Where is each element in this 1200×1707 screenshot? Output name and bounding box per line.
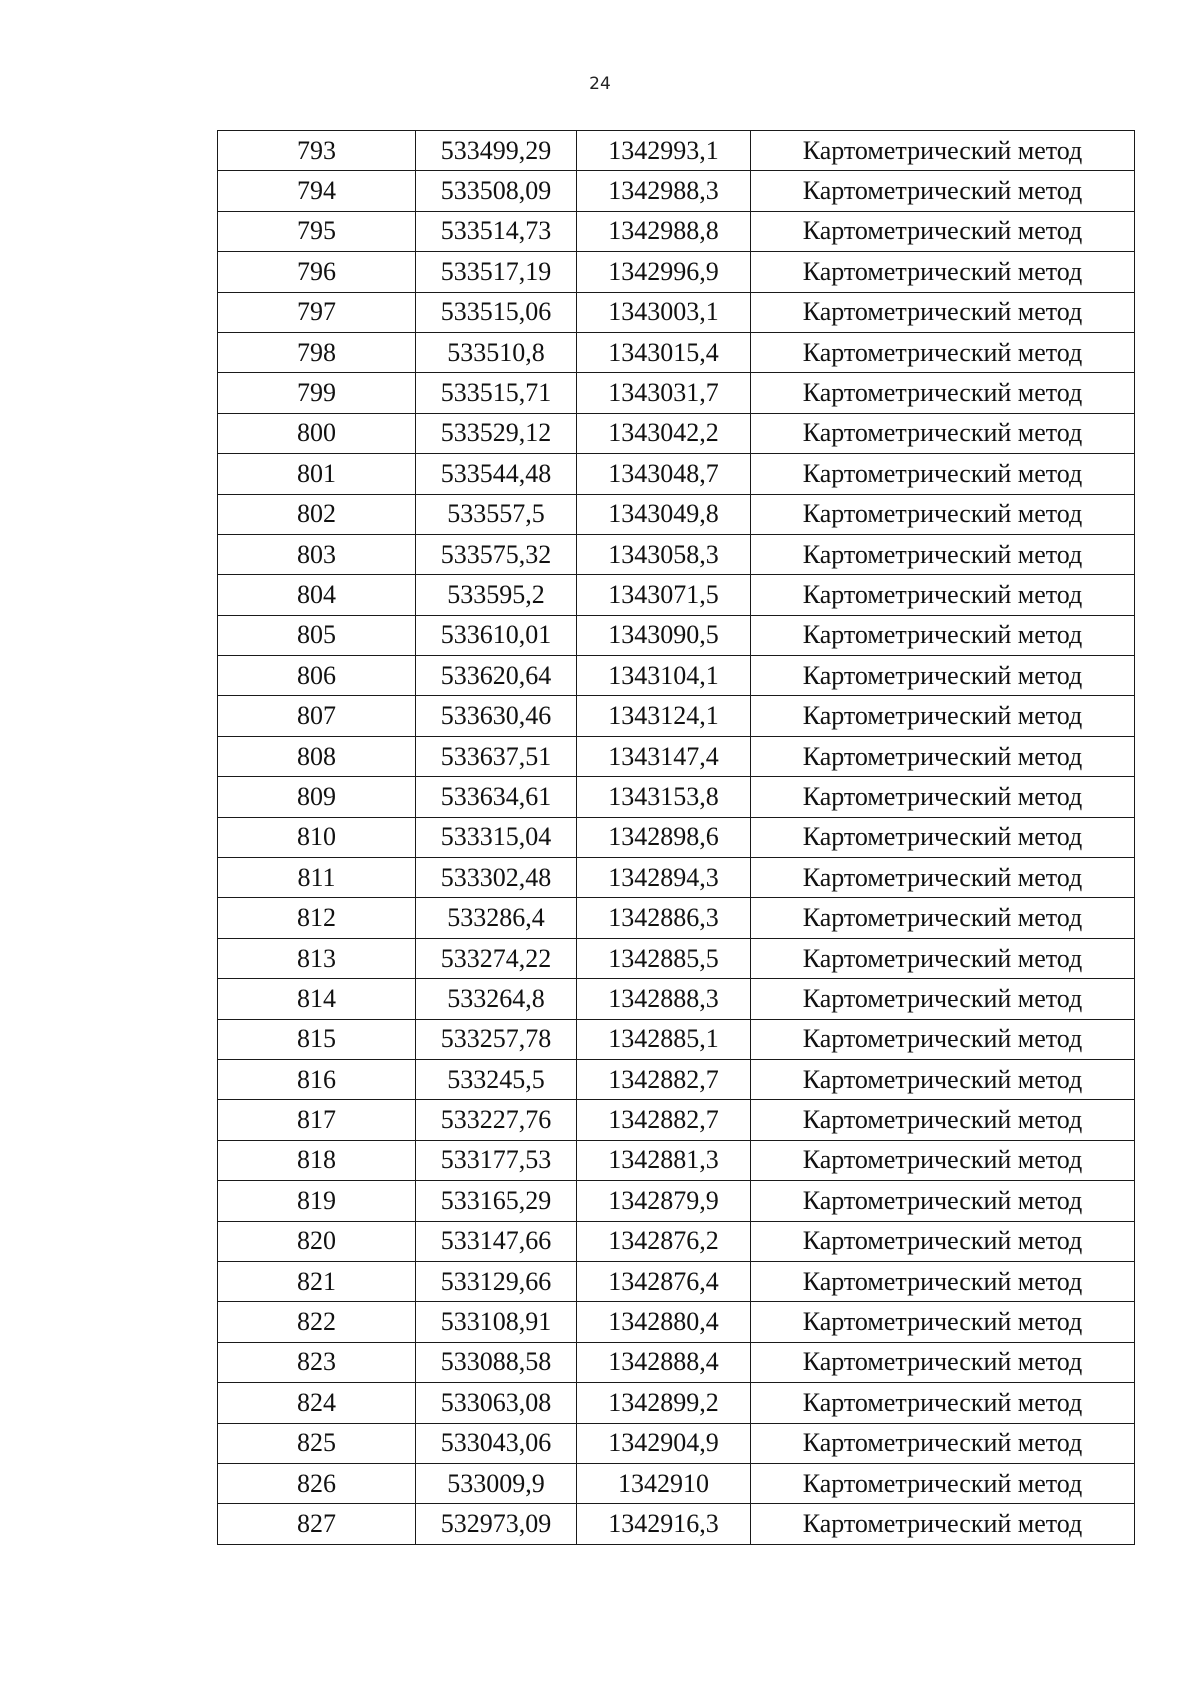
method-cell: Картометрический метод — [751, 332, 1135, 372]
point-number-cell: 807 — [218, 696, 416, 736]
y-coordinate-cell: 1342886,3 — [577, 898, 751, 938]
x-coordinate-cell: 533274,22 — [416, 938, 577, 978]
y-coordinate-cell: 1343153,8 — [577, 777, 751, 817]
table-row — [218, 898, 1135, 938]
page-number: 24 — [589, 74, 611, 94]
x-coordinate-cell: 533257,78 — [416, 1019, 577, 1059]
table-row — [218, 211, 1135, 251]
method-cell: Картометрический метод — [751, 1100, 1135, 1140]
y-coordinate-cell: 1342993,1 — [577, 131, 751, 171]
table-row — [218, 1423, 1135, 1463]
point-number-cell: 801 — [218, 454, 416, 494]
table-row — [218, 938, 1135, 978]
x-coordinate-cell: 533557,5 — [416, 494, 577, 534]
y-coordinate-cell: 1343090,5 — [577, 615, 751, 655]
method-cell: Картометрический метод — [751, 656, 1135, 696]
table-row — [218, 1302, 1135, 1342]
x-coordinate-cell: 533088,58 — [416, 1342, 577, 1382]
method-cell: Картометрический метод — [751, 252, 1135, 292]
x-coordinate-cell: 533165,29 — [416, 1181, 577, 1221]
method-cell: Картометрический метод — [751, 454, 1135, 494]
coordinates-table-body — [218, 131, 1135, 1545]
point-number-cell: 793 — [218, 131, 416, 171]
x-coordinate-cell: 533286,4 — [416, 898, 577, 938]
table-row — [218, 696, 1135, 736]
x-coordinate-cell: 533630,46 — [416, 696, 577, 736]
y-coordinate-cell: 1342988,8 — [577, 211, 751, 251]
table-row — [218, 534, 1135, 574]
point-number-cell: 824 — [218, 1383, 416, 1423]
table-row — [218, 736, 1135, 776]
table-row — [218, 575, 1135, 615]
point-number-cell: 822 — [218, 1302, 416, 1342]
x-coordinate-cell: 533515,71 — [416, 373, 577, 413]
table-row — [218, 615, 1135, 655]
method-cell: Картометрический метод — [751, 1504, 1135, 1544]
x-coordinate-cell: 533009,9 — [416, 1463, 577, 1503]
method-cell: Картометрический метод — [751, 1261, 1135, 1301]
x-coordinate-cell: 533595,2 — [416, 575, 577, 615]
point-number-cell: 823 — [218, 1342, 416, 1382]
x-coordinate-cell: 533264,8 — [416, 979, 577, 1019]
method-cell: Картометрический метод — [751, 817, 1135, 857]
method-cell: Картометрический метод — [751, 696, 1135, 736]
x-coordinate-cell: 533147,66 — [416, 1221, 577, 1261]
y-coordinate-cell: 1342888,3 — [577, 979, 751, 1019]
y-coordinate-cell: 1342916,3 — [577, 1504, 751, 1544]
point-number-cell: 796 — [218, 252, 416, 292]
y-coordinate-cell: 1343031,7 — [577, 373, 751, 413]
table-row — [218, 1463, 1135, 1503]
method-cell: Картометрический метод — [751, 292, 1135, 332]
y-coordinate-cell: 1342876,2 — [577, 1221, 751, 1261]
y-coordinate-cell: 1342898,6 — [577, 817, 751, 857]
method-cell: Картометрический метод — [751, 534, 1135, 574]
y-coordinate-cell: 1342876,4 — [577, 1261, 751, 1301]
point-number-cell: 825 — [218, 1423, 416, 1463]
y-coordinate-cell: 1343147,4 — [577, 736, 751, 776]
x-coordinate-cell: 533129,66 — [416, 1261, 577, 1301]
x-coordinate-cell: 533063,08 — [416, 1383, 577, 1423]
method-cell: Картометрический метод — [751, 1221, 1135, 1261]
table-row — [218, 1261, 1135, 1301]
table-row — [218, 171, 1135, 211]
table-row — [218, 494, 1135, 534]
table-row — [218, 656, 1135, 696]
method-cell: Картометрический метод — [751, 1019, 1135, 1059]
method-cell: Картометрический метод — [751, 858, 1135, 898]
method-cell: Картометрический метод — [751, 131, 1135, 171]
x-coordinate-cell: 533499,29 — [416, 131, 577, 171]
method-cell: Картометрический метод — [751, 938, 1135, 978]
method-cell: Картометрический метод — [751, 736, 1135, 776]
y-coordinate-cell: 1342881,3 — [577, 1140, 751, 1180]
x-coordinate-cell: 533637,51 — [416, 736, 577, 776]
point-number-cell: 817 — [218, 1100, 416, 1140]
table-row — [218, 1504, 1135, 1544]
x-coordinate-cell: 533515,06 — [416, 292, 577, 332]
table-row — [218, 332, 1135, 372]
y-coordinate-cell: 1342988,3 — [577, 171, 751, 211]
table-row — [218, 1100, 1135, 1140]
y-coordinate-cell: 1342879,9 — [577, 1181, 751, 1221]
method-cell: Картометрический метод — [751, 1383, 1135, 1423]
y-coordinate-cell: 1343049,8 — [577, 494, 751, 534]
point-number-cell: 803 — [218, 534, 416, 574]
coordinates-table — [217, 130, 1135, 1545]
point-number-cell: 804 — [218, 575, 416, 615]
y-coordinate-cell: 1343124,1 — [577, 696, 751, 736]
point-number-cell: 799 — [218, 373, 416, 413]
x-coordinate-cell: 533315,04 — [416, 817, 577, 857]
y-coordinate-cell: 1343058,3 — [577, 534, 751, 574]
method-cell: Картометрический метод — [751, 211, 1135, 251]
table-row — [218, 979, 1135, 1019]
point-number-cell: 794 — [218, 171, 416, 211]
x-coordinate-cell: 533575,32 — [416, 534, 577, 574]
point-number-cell: 811 — [218, 858, 416, 898]
method-cell: Картометрический метод — [751, 777, 1135, 817]
table-row — [218, 777, 1135, 817]
x-coordinate-cell: 533514,73 — [416, 211, 577, 251]
table-row — [218, 1221, 1135, 1261]
point-number-cell: 821 — [218, 1261, 416, 1301]
point-number-cell: 808 — [218, 736, 416, 776]
method-cell: Картометрический метод — [751, 413, 1135, 453]
y-coordinate-cell: 1342899,2 — [577, 1383, 751, 1423]
point-number-cell: 816 — [218, 1059, 416, 1099]
point-number-cell: 800 — [218, 413, 416, 453]
table-row — [218, 252, 1135, 292]
point-number-cell: 806 — [218, 656, 416, 696]
y-coordinate-cell: 1342882,7 — [577, 1059, 751, 1099]
point-number-cell: 812 — [218, 898, 416, 938]
table-row — [218, 413, 1135, 453]
table-row — [218, 1342, 1135, 1382]
method-cell: Картометрический метод — [751, 898, 1135, 938]
point-number-cell: 813 — [218, 938, 416, 978]
method-cell: Картометрический метод — [751, 171, 1135, 211]
x-coordinate-cell: 533302,48 — [416, 858, 577, 898]
method-cell: Картометрический метод — [751, 575, 1135, 615]
table-row — [218, 858, 1135, 898]
method-cell: Картометрический метод — [751, 1302, 1135, 1342]
method-cell: Картометрический метод — [751, 494, 1135, 534]
point-number-cell: 820 — [218, 1221, 416, 1261]
y-coordinate-cell: 1342996,9 — [577, 252, 751, 292]
x-coordinate-cell: 532973,09 — [416, 1504, 577, 1544]
point-number-cell: 815 — [218, 1019, 416, 1059]
x-coordinate-cell: 533227,76 — [416, 1100, 577, 1140]
table-row — [218, 1019, 1135, 1059]
y-coordinate-cell: 1343003,1 — [577, 292, 751, 332]
y-coordinate-cell: 1342885,5 — [577, 938, 751, 978]
x-coordinate-cell: 533510,8 — [416, 332, 577, 372]
point-number-cell: 818 — [218, 1140, 416, 1180]
y-coordinate-cell: 1343042,2 — [577, 413, 751, 453]
point-number-cell: 805 — [218, 615, 416, 655]
x-coordinate-cell: 533544,48 — [416, 454, 577, 494]
y-coordinate-cell: 1343015,4 — [577, 332, 751, 372]
y-coordinate-cell: 1342880,4 — [577, 1302, 751, 1342]
method-cell: Картометрический метод — [751, 979, 1135, 1019]
point-number-cell: 827 — [218, 1504, 416, 1544]
x-coordinate-cell: 533177,53 — [416, 1140, 577, 1180]
method-cell: Картометрический метод — [751, 1140, 1135, 1180]
x-coordinate-cell: 533508,09 — [416, 171, 577, 211]
method-cell: Картометрический метод — [751, 1342, 1135, 1382]
y-coordinate-cell: 1342888,4 — [577, 1342, 751, 1382]
table-row — [218, 373, 1135, 413]
method-cell: Картометрический метод — [751, 615, 1135, 655]
table-row — [218, 1140, 1135, 1180]
x-coordinate-cell: 533620,64 — [416, 656, 577, 696]
table-row — [218, 1181, 1135, 1221]
x-coordinate-cell: 533610,01 — [416, 615, 577, 655]
table-row — [218, 454, 1135, 494]
table-row — [218, 292, 1135, 332]
x-coordinate-cell: 533108,91 — [416, 1302, 577, 1342]
x-coordinate-cell: 533529,12 — [416, 413, 577, 453]
point-number-cell: 802 — [218, 494, 416, 534]
y-coordinate-cell: 1342910 — [577, 1463, 751, 1503]
table-row — [218, 817, 1135, 857]
table-row — [218, 1383, 1135, 1423]
y-coordinate-cell: 1343071,5 — [577, 575, 751, 615]
point-number-cell: 810 — [218, 817, 416, 857]
table-row — [218, 131, 1135, 171]
x-coordinate-cell: 533245,5 — [416, 1059, 577, 1099]
point-number-cell: 797 — [218, 292, 416, 332]
method-cell: Картометрический метод — [751, 1059, 1135, 1099]
point-number-cell: 798 — [218, 332, 416, 372]
table-row — [218, 1059, 1135, 1099]
point-number-cell: 814 — [218, 979, 416, 1019]
method-cell: Картометрический метод — [751, 373, 1135, 413]
point-number-cell: 795 — [218, 211, 416, 251]
y-coordinate-cell: 1342882,7 — [577, 1100, 751, 1140]
x-coordinate-cell: 533634,61 — [416, 777, 577, 817]
y-coordinate-cell: 1342904,9 — [577, 1423, 751, 1463]
method-cell: Картометрический метод — [751, 1463, 1135, 1503]
point-number-cell: 826 — [218, 1463, 416, 1503]
y-coordinate-cell: 1343104,1 — [577, 656, 751, 696]
x-coordinate-cell: 533043,06 — [416, 1423, 577, 1463]
y-coordinate-cell: 1342885,1 — [577, 1019, 751, 1059]
y-coordinate-cell: 1342894,3 — [577, 858, 751, 898]
y-coordinate-cell: 1343048,7 — [577, 454, 751, 494]
method-cell: Картометрический метод — [751, 1423, 1135, 1463]
point-number-cell: 809 — [218, 777, 416, 817]
x-coordinate-cell: 533517,19 — [416, 252, 577, 292]
point-number-cell: 819 — [218, 1181, 416, 1221]
method-cell: Картометрический метод — [751, 1181, 1135, 1221]
